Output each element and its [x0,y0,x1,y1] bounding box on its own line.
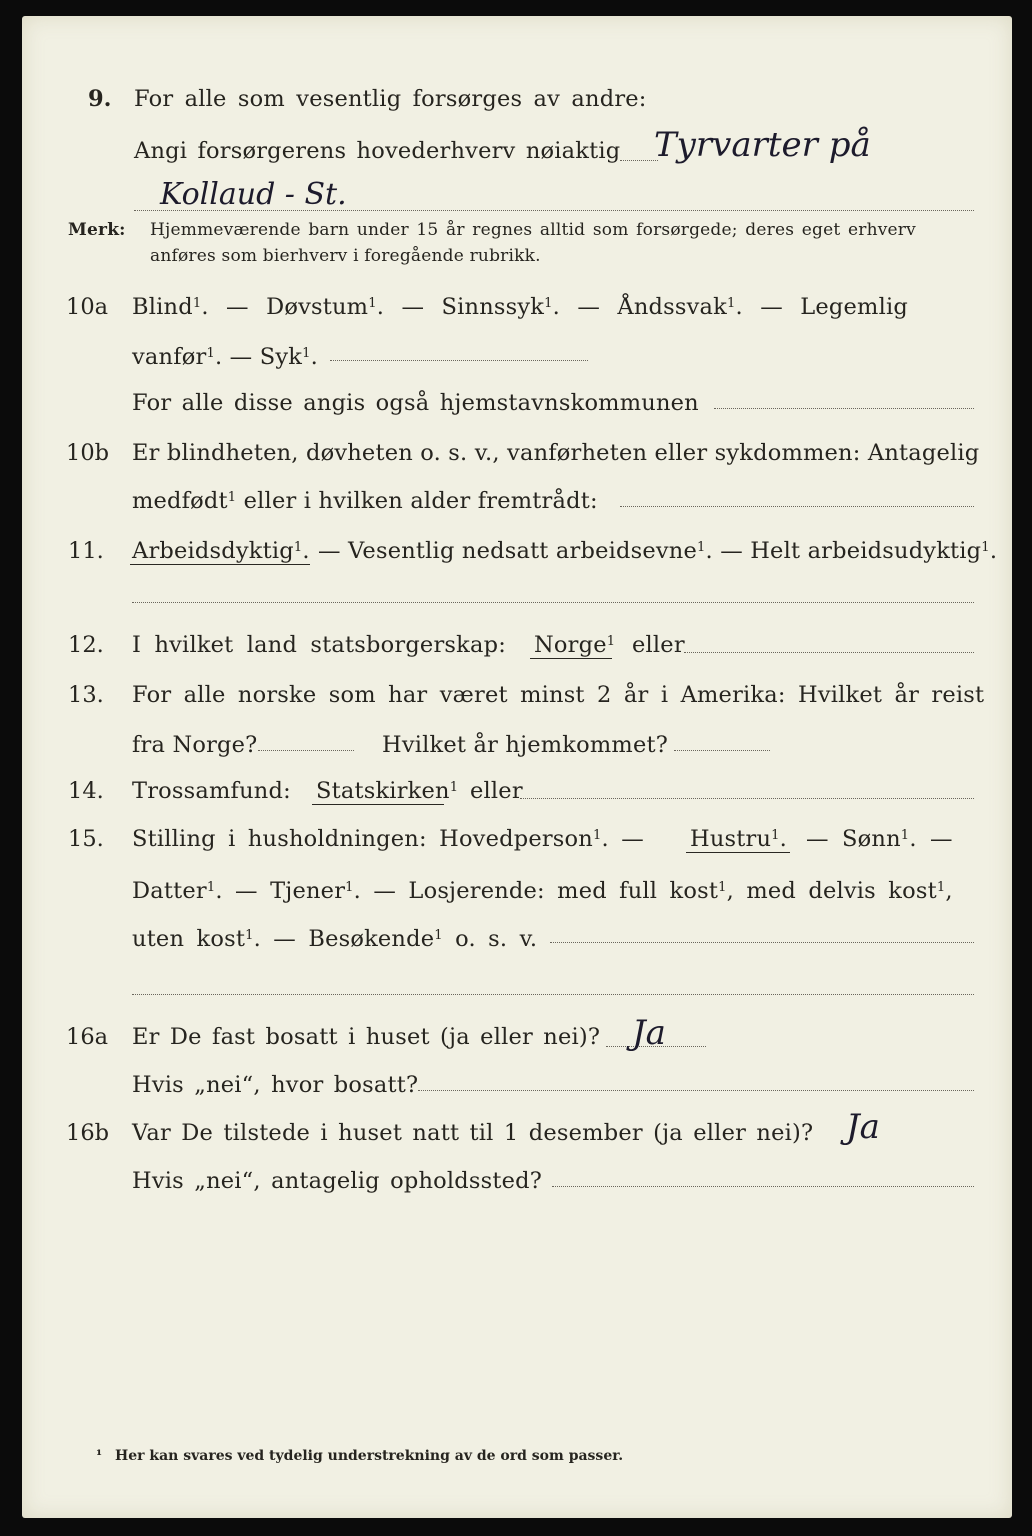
q10b-line1: Er blindheten, døvheten o. s. v., vanførheten eller sykdommen: Antagelig [132,440,980,466]
q9-answer-line [620,160,658,161]
question-number-12: 12. [68,632,104,658]
q16a-where-line [418,1090,974,1091]
q10a-line3: For alle disse angis også hjemstavnskommunen [132,390,699,416]
question-number-11: 11. [68,538,104,564]
footnote-text: Her kan svares ved tydelig understrekning av de ord som passer. [115,1448,624,1464]
q16b-line1: Var De tilstede i huset natt til 1 desember (ja eller nei)? [132,1120,814,1146]
merk-line1: Hjemmeværende barn under 15 år regnes alltid som forsørgede; deres eget erhverv [150,220,916,240]
q10a-line1: Blind$^1$. — Døvstum$^1$. — Sinnssyk$^1$. — Åndssvak$^1$. — Legemlig [132,294,908,320]
q14-option-statskirken: Statskirken$^1$ [316,778,459,804]
question-number-16b: 16b [66,1120,110,1146]
q16a-handwritten-answer: Ja [632,1013,666,1053]
question-number-16a: 16a [66,1024,109,1050]
q10a-line2: vanfør$^1$. — Syk$^1$. [132,344,318,370]
q12-answer-line [684,652,974,653]
q10a-home-municipality-line [714,408,974,409]
q15-option-hustru: Hustru$^1$. [690,826,788,852]
q15-line1c: — Sønn$^1$. — [806,826,953,852]
q9-handwritten-answer-2: Kollaud - St. [160,177,347,212]
question-number-13: 13. [68,682,104,708]
q13-line2b: Hvilket år hjemkommet? [382,732,668,758]
question-number-10b: 10b [66,440,110,466]
question-number-15: 15. [68,826,104,852]
q14-answer-line [520,798,974,799]
q14-underline-mark [312,804,444,805]
census-form-page [22,16,1012,1518]
q16b-location-line [552,1186,974,1187]
merk-label: Merk: [68,220,126,240]
q11-answer-line [132,602,974,603]
footnote-mark: ¹ [96,1448,103,1464]
q10a-answer-line [330,360,588,361]
q15-line1a: Stilling i husholdningen: Hovedperson$^1$. — [132,826,644,852]
q12-text: I hvilket land statsborgerskap: [132,632,506,658]
q12-underline-mark [530,658,612,659]
q15-line2: Datter$^1$. — Tjener$^1$. — Losjerende: med full kost$^1$, med delvis kost$^1$, [132,878,953,904]
q13-year-left-line [258,750,354,751]
q10b-line2: medfødt$^1$ eller i hvilken alder fremtrådt: [132,488,598,514]
merk-line2: anføres som bierhverv i foregående rubrikk. [150,246,541,266]
footnote [96,1448,623,1464]
q12-eller: eller [632,632,685,658]
q13-line2a: fra Norge? [132,732,258,758]
question-number-10a: 10a [66,294,109,320]
question-number-14: 14. [68,778,104,804]
q9-handwritten-answer-1: Tyrvarter på [654,125,871,165]
q9-line2: Angi forsørgerens hovederhverv nøiaktig [134,138,621,164]
q16a-line1: Er De fast bosatt i huset (ja eller nei)? [132,1024,601,1050]
q16a-line2: Hvis „nei“, hvor bosatt? [132,1072,419,1098]
q16b-line2: Hvis „nei“, antagelig opholdssted? [132,1168,543,1194]
q9-answer-line-2 [134,210,974,211]
q12-option-norge: Norge$^1$ [534,632,616,658]
q15-line3: uten kost$^1$. — Besøkende$^1$ o. s. v. [132,926,538,952]
q13-year-returned-line [674,750,770,751]
q15-underline-mark [686,852,790,853]
q9-line1: For alle som vesentlig forsørges av andre: [134,86,647,112]
q15-answer-line [550,942,974,943]
q16b-handwritten-answer: Ja [846,1107,880,1147]
q13-line1: For alle norske som har været minst 2 år i Amerika: Hvilket år reist [132,682,985,708]
q11-underline-mark [130,564,310,565]
q15-answer-line-2 [132,994,974,995]
q11-option-arbeidsdyktig: Arbeidsdyktig$^1$. [132,538,310,564]
question-number-9: 9. [88,86,112,112]
q14-eller: eller [470,778,523,804]
q14-text: Trossamfund: [132,778,291,804]
q11-rest: — Vesentlig nedsatt arbeidsevne$^1$. — Helt arbeidsudyktig$^1$. [318,538,998,564]
q10b-answer-line [620,506,974,507]
